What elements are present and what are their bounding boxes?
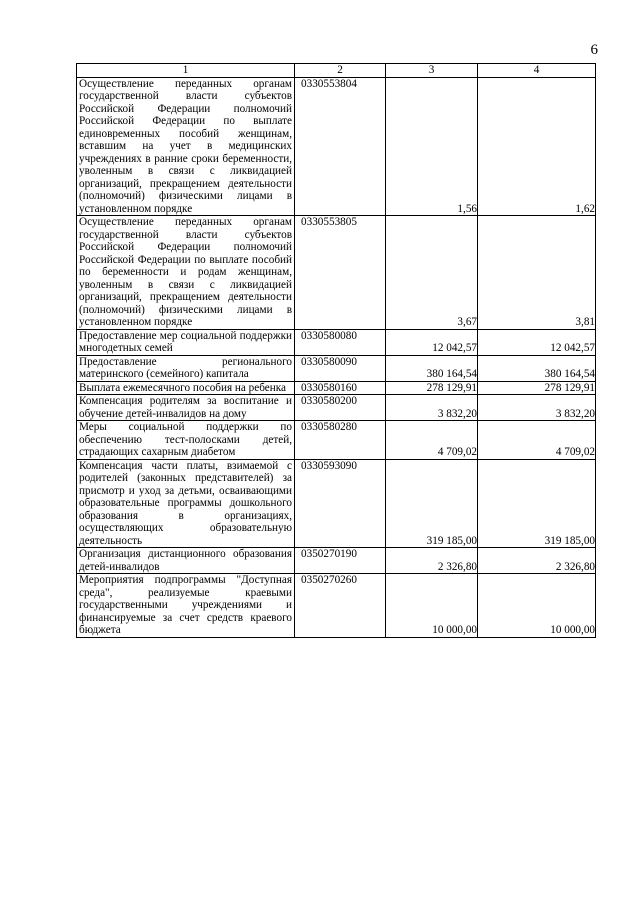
table-row <box>77 329 596 355</box>
column-header: 2 <box>295 64 386 78</box>
table-row <box>77 395 596 421</box>
row-name: Организация дистанционного образования детей-инвалидов <box>77 548 295 574</box>
row-value-col4: 10 000,00 <box>478 574 596 638</box>
row-value-col4: 2 326,80 <box>478 548 596 574</box>
row-code: 0330553804 <box>295 77 386 216</box>
row-value-col3: 12 042,57 <box>386 329 478 355</box>
column-header: 1 <box>77 64 295 78</box>
row-value-col4: 278 129,91 <box>478 381 596 395</box>
column-header: 3 <box>386 64 478 78</box>
row-code: 0330593090 <box>295 459 386 548</box>
row-value-col4: 12 042,57 <box>478 329 596 355</box>
row-value-col3: 1,56 <box>386 77 478 216</box>
page-number: 6 <box>590 42 598 58</box>
row-name: Осуществление переданных органам государственной власти субъектов Российской Федерации полномочий Российской Федерации по выплате пособий по беременности и родам женщинам, уволенным в связи с ликвидацией организаций, прекращением деятельности (полномочий) физическими лицами в установленном порядке <box>77 216 295 330</box>
table-row <box>77 216 596 330</box>
table-row <box>77 574 596 638</box>
row-code: 0330580280 <box>295 421 386 460</box>
row-code: 0330580080 <box>295 329 386 355</box>
table-row <box>77 77 596 216</box>
row-value-col3: 10 000,00 <box>386 574 478 638</box>
row-value-col3: 2 326,80 <box>386 548 478 574</box>
table-row <box>77 548 596 574</box>
row-value-col4: 3,81 <box>478 216 596 330</box>
row-value-col4: 319 185,00 <box>478 459 596 548</box>
row-value-col3: 3,67 <box>386 216 478 330</box>
row-value-col4: 4 709,02 <box>478 421 596 460</box>
row-name: Компенсация части платы, взимаемой с родителей (законных представителей) за присмотр и уход за детьми, осваивающими образовательные программы дошкольного образования в организациях, осуществляющих образовательную деятельность <box>77 459 295 548</box>
row-name: Предоставление мер социальной поддержки многодетных семей <box>77 329 295 355</box>
row-name: Выплата ежемесячного пособия на ребенка <box>77 381 295 395</box>
row-value-col3: 3 832,20 <box>386 395 478 421</box>
row-name: Мероприятия подпрограммы "Доступная среда", реализуемые краевыми государственными учреждениями и финансируемые за счет средств краевого бюджета <box>77 574 295 638</box>
row-value-col4: 3 832,20 <box>478 395 596 421</box>
row-code: 0330580200 <box>295 395 386 421</box>
budget-table <box>76 63 596 638</box>
row-name: Меры социальной поддержки по обеспечению тест-полосками детей, страдающих сахарным диабетом <box>77 421 295 460</box>
column-header: 4 <box>478 64 596 78</box>
row-name: Осуществление переданных органам государственной власти субъектов Российской Федерации полномочий Российской Федерации по выплате единовременных пособий женщинам, вставшим на учет в медицинских учреждениях в ранние сроки беременности, уволенным в связи с ликвидацией организаций, прекращением деятельности (полномочий) физическими лицами в установленном порядке <box>77 77 295 216</box>
row-code: 0350270190 <box>295 548 386 574</box>
row-value-col3: 319 185,00 <box>386 459 478 548</box>
table-row <box>77 355 596 381</box>
row-name: Компенсация родителям за воспитание и обучение детей-инвалидов на дому <box>77 395 295 421</box>
row-code: 0350270260 <box>295 574 386 638</box>
row-value-col3: 278 129,91 <box>386 381 478 395</box>
row-value-col3: 4 709,02 <box>386 421 478 460</box>
table-row <box>77 459 596 548</box>
row-value-col4: 1,62 <box>478 77 596 216</box>
row-name: Предоставление регионального материнского (семейного) капитала <box>77 355 295 381</box>
row-value-col3: 380 164,54 <box>386 355 478 381</box>
row-value-col4: 380 164,54 <box>478 355 596 381</box>
row-code: 0330580090 <box>295 355 386 381</box>
table-row <box>77 421 596 460</box>
row-code: 0330553805 <box>295 216 386 330</box>
table-header-row <box>77 64 596 78</box>
row-code: 0330580160 <box>295 381 386 395</box>
table-row <box>77 381 596 395</box>
